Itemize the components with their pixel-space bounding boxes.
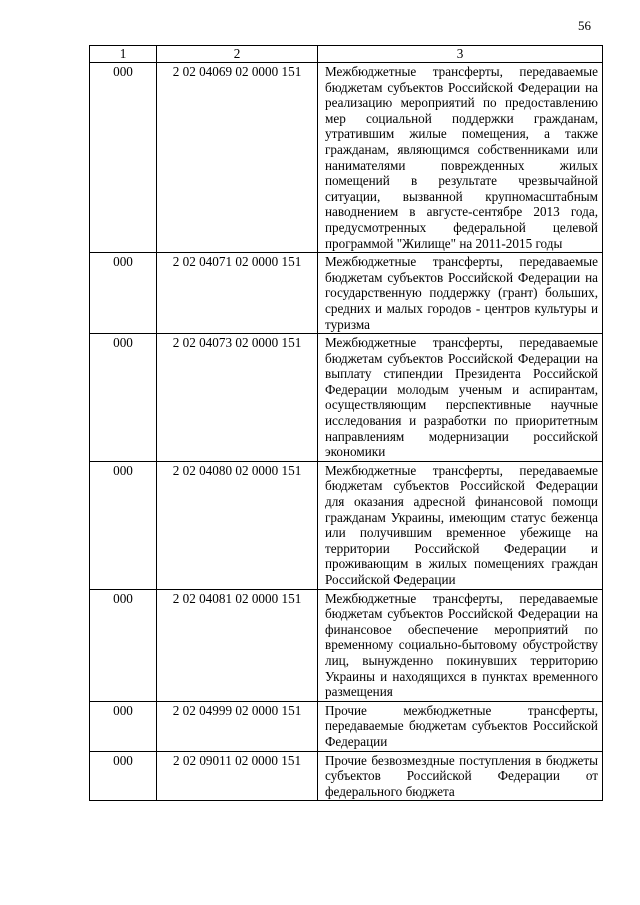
column-header-1: 1 <box>90 46 157 63</box>
budget-code-cell: 2 02 04081 02 0000 151 <box>157 589 318 701</box>
budget-code-cell: 2 02 04080 02 0000 151 <box>157 461 318 589</box>
description-cell: Прочие межбюджетные трансферты, передаваемые бюджетам субъектов Российской Федерации <box>318 701 603 751</box>
description-cell: Прочие безвозмездные поступления в бюджеты субъектов Российской Федерации от федерального бюджета <box>318 751 603 801</box>
description-cell: Межбюджетные трансферты, передаваемые бюджетам субъектов Российской Федерации для оказания адресной финансовой помощи гражданам Украины, имеющим статус беженца или получившим временное убежище на территории Российской Федерации и проживающим в жилых помещениях граждан Российской Федерации <box>318 461 603 589</box>
description-cell: Межбюджетные трансферты, передаваемые бюджетам субъектов Российской Федерации на финансовое обеспечение мероприятий по временному социально-бытовому обустройству лиц, вынужденно покинувших территорию Украины и находящихся в пунктах временного размещения <box>318 589 603 701</box>
budget-code-cell: 2 02 04073 02 0000 151 <box>157 334 318 462</box>
description-cell: Межбюджетные трансферты, передаваемые бюджетам субъектов Российской Федерации на реализацию мероприятий по предоставлению мер социальной поддержки гражданам, утратившим жилые помещения, а также гражданам, являющимся собственниками или нанимателями поврежденных жилых помещений в результате чрезвычайной ситуации, вызванной крупномасштабным наводнением в августе-сентябре 2013 года, предусмотренных федеральной целевой программой "Жилище" на 2011-2015 годы <box>318 63 603 253</box>
admin-code-cell: 000 <box>90 253 157 334</box>
admin-code-cell: 000 <box>90 461 157 589</box>
description-cell: Межбюджетные трансферты, передаваемые бюджетам субъектов Российской Федерации на выплату стипендии Президента Российской Федерации молодым ученым и аспирантам, осуществляющим перспективные научные исследования и разработки по приоритетным направлениям модернизации российской экономики <box>318 334 603 462</box>
table-row <box>90 63 603 253</box>
page-number: 56 <box>578 18 591 33</box>
description-cell: Межбюджетные трансферты, передаваемые бюджетам субъектов Российской Федерации на государственную поддержку (грант) больших, средних и малых городов - центров культуры и туризма <box>318 253 603 334</box>
table-row <box>90 701 603 751</box>
table-row <box>90 589 603 701</box>
admin-code-cell: 000 <box>90 589 157 701</box>
budget-code-cell: 2 02 04999 02 0000 151 <box>157 701 318 751</box>
column-header-2: 2 <box>157 46 318 63</box>
budget-code-cell: 2 02 04069 02 0000 151 <box>157 63 318 253</box>
column-header-3: 3 <box>318 46 603 63</box>
budget-code-cell: 2 02 04071 02 0000 151 <box>157 253 318 334</box>
admin-code-cell: 000 <box>90 63 157 253</box>
admin-code-cell: 000 <box>90 751 157 801</box>
table-row <box>90 461 603 589</box>
budget-code-cell: 2 02 09011 02 0000 151 <box>157 751 318 801</box>
budget-classification-table <box>89 45 603 801</box>
table-row <box>90 334 603 462</box>
admin-code-cell: 000 <box>90 334 157 462</box>
table-row <box>90 253 603 334</box>
header-row <box>90 46 603 63</box>
table-row <box>90 751 603 801</box>
admin-code-cell: 000 <box>90 701 157 751</box>
